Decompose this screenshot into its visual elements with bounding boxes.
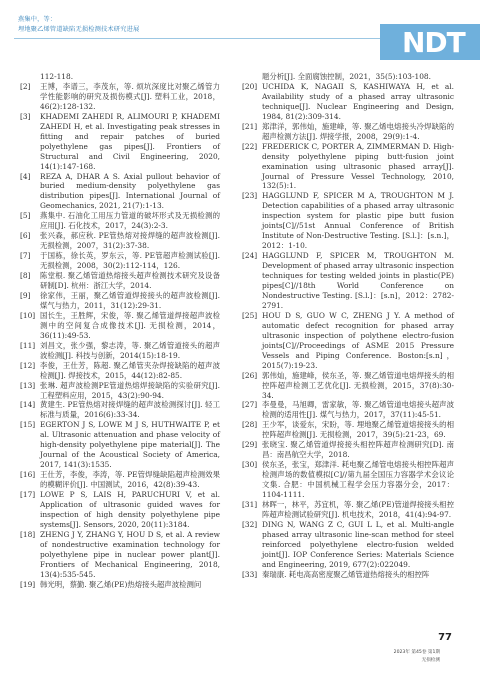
- page-header: [0, 0, 480, 62]
- reference-item: [242, 460, 454, 500]
- reference-text: 燕集中. 石油化工用压力管道的破坏形式及无损检测的应用[J]. 石化技术，2017，24(3):2-3.: [40, 211, 220, 231]
- reference-text: 郑津洋，郭伟灿，施建峰，等. 聚乙烯电熔接头冷焊缺陷的超声检测方法[J]. 焊接学报，2008，29(9):1-4.: [262, 121, 454, 141]
- right-column: [242, 72, 454, 580]
- reference-item: [20, 231, 220, 251]
- reference-number: [29]: [242, 440, 258, 450]
- reference-text: 张晓宝. 聚乙烯管道焊接接头相控阵超声检测研究[D]. 南昌：南昌航空大学，2018.: [262, 440, 454, 460]
- reference-text: 黄建生. PE管热熔对接焊缝的超声波检测探讨[J]. 轻工标准与质量，2016(6):33-34.: [40, 400, 220, 420]
- reference-number: [31]: [242, 499, 258, 509]
- reference-number: [17]: [20, 490, 36, 500]
- reference-text: 韩光明，蔡勤. 聚乙烯(PE)热熔接头超声波检测问: [40, 579, 202, 589]
- reference-text: HAGGLUND F, SPICER M, TROUGHTON M. Development of phased array ultrasonic inspection techniques for testing welded joints in plastic(PE) pipes[C]//18th World Conference on Nondestructive Testing. [S.l.]：[s.n]，2012：2782-2791.: [262, 251, 454, 310]
- reference-number: [5]: [20, 211, 31, 221]
- reference-number: [19]: [20, 579, 36, 589]
- reference-item: [20, 341, 220, 361]
- reference-text: 张兴森，郝应秋. PE管热熔对接焊缝的超声波检测[J]. 无损检测，2007，31(2):37-38.: [40, 231, 220, 251]
- journal-name: 无损检测: [421, 658, 440, 663]
- reference-text: FREDERICK C, PORTER A, ZIMMERMAN D. High-density polyethylene piping butt-fusion joint examination using ultrasonic phased array[J]. Journal of Pressure Vessel Technology, 2010, 132(5):1.: [262, 141, 454, 191]
- reference-text: 刘昌文，张少强，黎志涛，等. 聚乙烯管道接头的超声波检测[J]. 科技与创新，2014(15):18-19.: [40, 340, 220, 360]
- running-head-authors: 燕集中，等：: [18, 16, 57, 23]
- reference-number: [22]: [242, 141, 258, 151]
- reference-text: 张琳. 超声波检测PE管道热熔焊接缺陷的实验研究[J]. 工程塑料应用，2015，43(2):90-94.: [40, 380, 220, 400]
- reference-item: [242, 520, 454, 570]
- reference-continuation: [20, 72, 220, 82]
- reference-item: [20, 420, 220, 470]
- reference-number: [24]: [242, 251, 258, 261]
- reference-item: [242, 142, 454, 192]
- reference-number: [15]: [20, 420, 36, 430]
- reference-text: EGERTON J S, LOWE M J S, HUTHWAITE P, et al. Ultrasonic attenuation and phase velocity of high-density polyethylene pipe material[J]. The Journal of the Acoustical Society of America, 2017, 141(3):1535.: [40, 420, 220, 470]
- reference-number: [10]: [20, 310, 36, 320]
- right-reference-list: [242, 82, 454, 580]
- reference-number: [25]: [242, 310, 258, 320]
- reference-item: [242, 400, 454, 420]
- reference-number: [11]: [20, 340, 36, 350]
- reference-text: 李曼曼，马旭卿，雷家敏，等. 聚乙烯管道电熔接头超声波检测的适用性[J]. 煤气与热力，2017，37(11):45-51.: [262, 400, 454, 420]
- reference-number: [28]: [242, 420, 258, 430]
- reference-number: [4]: [20, 171, 31, 181]
- reference-item: [242, 440, 454, 460]
- header-rule: [14, 38, 380, 39]
- reference-text: 侯东圣，张宝，郑津洋. 耗电聚乙烯管电熔接头相控阵超声检测声场的数值模拟[C]//第九届全国压力容器学术会议论文集. 合肥：中国机械工程学会压力容器分会，2017：1104-1111.: [262, 460, 454, 500]
- reference-continuation: [242, 72, 454, 82]
- reference-item: [242, 371, 454, 401]
- reference-item: [20, 361, 220, 381]
- reference-text: DING N, WANG Z C, GUI L L, et al. Multi-angle phased array ultrasonic line-scan method for steel reinforced polyethylene electro-fusion welded joint[J]. IOP Conference Series: Materials Science and Engineering, 2019, 677(2):022049.: [262, 519, 454, 569]
- reference-text: REZA A, DHAR A S. Axial pullout behavior of buried medium-density polyethylene gas distribution pipes[J]. International Journal of Geomechanics, 2021, 21(7):1-13.: [40, 171, 220, 211]
- reference-text: 郭伟灿，施建峰，侯东圣，等. 聚乙烯管道电熔焊接头的相控阵超声检测工艺优化[J]. 无损检测，2015，37(8):30-34.: [262, 370, 454, 400]
- reference-text: 112-118.: [40, 72, 74, 81]
- page-number: 77: [438, 632, 452, 643]
- reference-number: [20]: [242, 81, 258, 91]
- reference-text: 王少军，谈爱东，宋盼，等. 埋地聚乙烯管道熔接接头的相控阵超声检测[J]. 无损检测，2017，39(5):21-23，69.: [262, 420, 454, 440]
- reference-text: LOWE P S, LAIS H, PARUCHURI V, et al. Application of ultrasonic guided waves for inspection of high density polyethylene pipe systems[J]. Sensors, 2020, 20(11):3184.: [40, 490, 220, 529]
- reference-item: [20, 381, 220, 401]
- reference-number: [16]: [20, 470, 36, 480]
- reference-number: [12]: [20, 360, 36, 370]
- reference-text: 王仕芳，李俊，李涛，等. PE管焊缝缺陷超声检测效果的模糊评价[J]. 中国测试，2016，42(8):39-43.: [40, 470, 220, 490]
- reference-text: 徐家伟，王丽，聚乙烯管道焊接接头的超声波检测[J]. 煤气与热力，2011，31(12):29-31.: [40, 290, 220, 310]
- running-head: [18, 15, 139, 35]
- reference-number: [21]: [242, 121, 258, 131]
- reference-item: [20, 490, 220, 530]
- reference-number: [33]: [242, 569, 258, 579]
- page-footer: [332, 632, 452, 668]
- reference-number: [13]: [20, 380, 36, 390]
- reference-item: [20, 530, 220, 580]
- reference-number: [2]: [20, 81, 31, 91]
- reference-text: HOU D S, GUO W C, ZHENG J Y. A method of automatic defect recognition for phased array ultrasonic inspection of polythene electro-fusion joints[C]//Proceedings of ASME 2015 Pressure Vessels and Piping Conference. Boston:[s.n]，2015(7):19-23.: [262, 310, 454, 370]
- reference-number: [32]: [242, 519, 258, 529]
- reference-item: [20, 251, 220, 271]
- reference-item: [242, 500, 454, 520]
- reference-text: 国长生，王胜辉，宋俊，等. 聚乙烯管道焊接超声波检测中的空间复合成像技术[J]. 无损检测，2014，36(11):49-53.: [40, 310, 220, 340]
- reference-number: [26]: [242, 370, 258, 380]
- reference-item: [242, 191, 454, 251]
- reference-item: [242, 420, 454, 440]
- reference-item: [242, 82, 454, 122]
- reference-text: 李俊，王仕芳，陈超. 聚乙烯管夹杂焊接缺陷的超声波检测[J]. 焊接技术，2015，44(12):82-85.: [40, 360, 220, 380]
- reference-number: [27]: [242, 400, 258, 410]
- reference-item: [20, 291, 220, 311]
- reference-item: [20, 271, 220, 291]
- reference-item: [20, 470, 220, 490]
- reference-number: [7]: [20, 251, 31, 261]
- reference-text: KHADEMI ZAHEDI R, ALIMOURI P, KHADEMI ZAHEDI H, et al. Investigating peak stresses in fitting and repair patches of buried polyethylene gas pipes[J]. Frontiers of Structural and Civil Engineering, 2020, 14(1):147-168.: [40, 111, 220, 171]
- reference-number: [14]: [20, 400, 36, 410]
- reference-number: [6]: [20, 231, 31, 241]
- reference-number: [9]: [20, 290, 31, 300]
- reference-number: [3]: [20, 111, 31, 121]
- reference-text: HAGGLUND F, SPICER M A, TROUGHTON M J. Detection capabilities of a phased array ultrasonic inspection system for plastic pipe butt fusion joints[C]//51st Annual Conference of British Institute of Non-Destructive Testing. [S.l.]：[s.n.]，2012：1-10.: [262, 191, 454, 251]
- reference-number: [8]: [20, 271, 31, 281]
- reference-item: [20, 211, 220, 231]
- left-column: [20, 72, 220, 590]
- reference-text: ZHENG J Y, ZHANG Y, HOU D S, et al. A review of nondestructive examination technology for polyethylene pipe in nuclear power plant[J]. Frontiers of Mechanical Engineering, 2018, 13(4):535-545.: [40, 529, 220, 579]
- reference-text: 题分析[J]. 全面腐蚀控制，2021，35(5):103-108.: [262, 72, 431, 81]
- reference-item: [20, 311, 220, 341]
- reference-text: 秦瑞康. 耗电高高密度聚乙烯管道热熔接头的相控阵: [262, 569, 430, 579]
- running-head-title: 埋地聚乙烯管道缺陷无损检测技术研究进展: [18, 26, 140, 33]
- reference-text: 陈堂根. 聚乙烯管道热熔接头超声检测技术研究及设备研制[D]. 杭州：浙江大学，2014.: [40, 271, 220, 291]
- reference-item: [20, 82, 220, 112]
- reference-text: 林晖一，林平，苏宜机，等. 聚乙烯(PE)管道焊接接头相控阵超声检测试验研究[J]. 机电技术，2018，41(4):94-97.: [262, 499, 454, 519]
- reference-item: [20, 400, 220, 420]
- reference-number: [23]: [242, 191, 258, 201]
- reference-item: [20, 172, 220, 212]
- reference-text: UCHIDA K, NAGAII S, KASHIWAYA H, et al. Availability study of a phased array ultrasonic technique[J]. Nuclear Engineering and Design, 1984, 81(2):309-314.: [262, 81, 454, 121]
- reference-item: [242, 251, 454, 311]
- reference-item: [20, 580, 220, 590]
- reference-number: [30]: [242, 460, 258, 470]
- reference-item: [242, 311, 454, 371]
- issue-info: 2023年 第45卷 第1期: [393, 650, 440, 655]
- reference-text: 于国栋，徐长英，罗东云，等. PE管超声检测试验[J]. 无损检测，2008，30(2):112-114，126.: [40, 251, 220, 271]
- reference-number: [18]: [20, 529, 36, 539]
- reference-item: [20, 112, 220, 172]
- reference-item: [242, 570, 454, 580]
- reference-text: 王博，李谱三，李茂东，等. 烦坑深度比对聚乙烯管力学性能影响的研究及损伤模式[J]. 塑料工业，2018，46(2):128-132.: [40, 81, 220, 111]
- left-reference-list: [20, 82, 220, 590]
- journal-logo: NDT: [402, 26, 465, 59]
- reference-item: [242, 122, 454, 142]
